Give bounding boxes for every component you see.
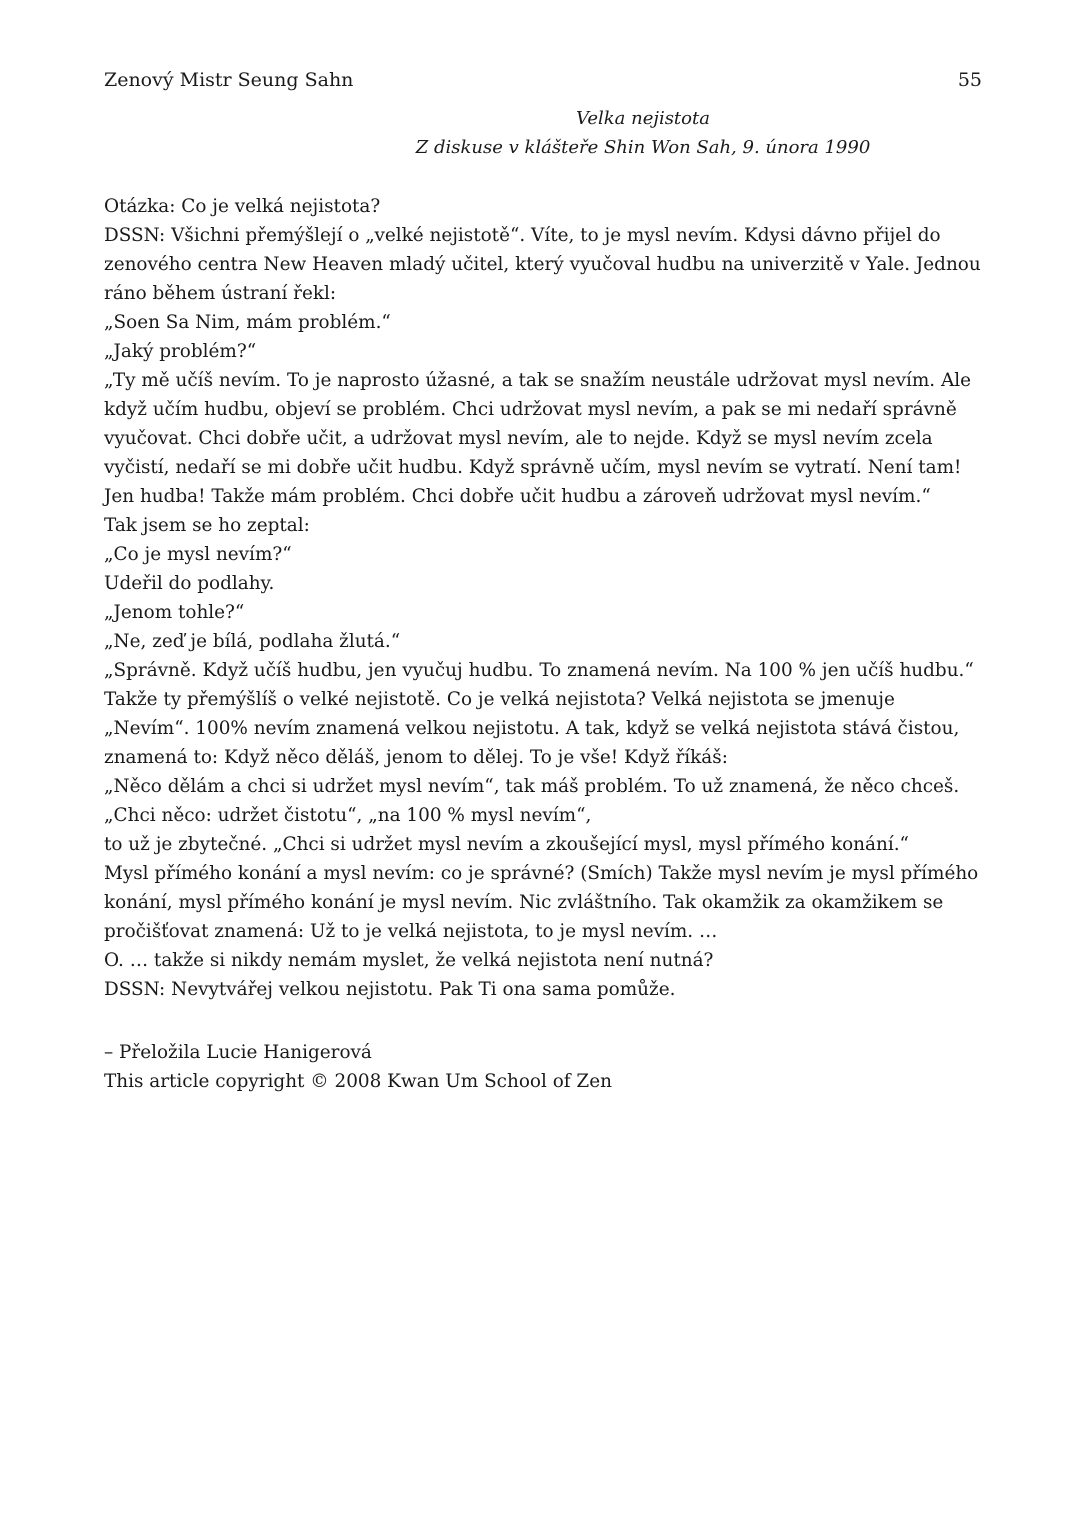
paragraph: Mysl přímého konání a mysl nevím: co je správné? (Smích) Takže mysl nevím je mysl přímého konání, mysl přímého konání je mysl nevím. Nic zvláštního. Tak okamžik za okamžikem se pročišťovat znamená: Už to je velká nejistota, to je mysl nevím. … xyxy=(104,863,979,942)
paragraph: „Ne, zeď je bílá, podlaha žlutá.“ xyxy=(104,631,401,652)
article-body xyxy=(104,192,984,1004)
paragraph: „Jaký problém?“ xyxy=(104,341,257,362)
paragraph: „Chci něco: udržet čistotu“, „na 100 % mysl nevím“, xyxy=(104,805,592,826)
title-block xyxy=(0,104,1086,162)
credits xyxy=(104,1038,984,1096)
paragraph: DSSN: Všichni přemýšlejí o „velké nejistotě“. Víte, to je mysl nevím. Kdysi dávno přijel do zenového centra New Heaven mladý učitel, který vyučoval hudbu na univerzitě v Yale. Jednou ráno během ústraní řekl: xyxy=(104,225,981,304)
page-number: 55 xyxy=(957,69,982,91)
paragraph: O. … takže si nikdy nemám myslet, že velká nejistota není nutná? xyxy=(104,950,714,971)
paragraph: Takže ty přemýšlíš o velké nejistotě. Co je velká nejistota? Velká nejistota se jmenuje „Nevím“. 100% nevím znamená velkou nejistotu. A tak, když se velká nejistota stává čistou, znamená to: Když něco děláš, jenom to dělej. To je vše! Když říkáš: xyxy=(104,689,960,768)
paragraph: Udeřil do podlahy. xyxy=(104,573,275,594)
paragraph: „Soen Sa Nim, mám problém.“ xyxy=(104,312,391,333)
article-subtitle: Z diskuse v klášteře Shin Won Sah, 9. února 1990 xyxy=(415,137,871,158)
paragraph: „Ty mě učíš nevím. To je naprosto úžasné, a tak se snažím neustále udržovat mysl nevím. Ale když učím hudbu, objeví se problém. Chci udržovat mysl nevím, a pak se mi nedaří správně vyučovat. Chci dobře učit, a udržovat mysl nevím, ale to nejde. Když se mysl nevím zcela vyčistí, nedaří se mi dobře učit hudbu. Když správně učím, mysl nevím se vytratí. Není tam! Jen hudba! Takže mám problém. Chci dobře učit hudbu a zároveň udržovat mysl nevím.“ xyxy=(104,370,972,507)
paragraph: Otázka: Co je velká nejistota? xyxy=(104,196,381,217)
article-title: Velka nejistota xyxy=(576,108,710,129)
translator-credit: – Přeložila Lucie Hanigerová xyxy=(104,1042,372,1063)
paragraph: „Jenom tohle?“ xyxy=(104,602,245,623)
copyright-notice: This article copyright © 2008 Kwan Um School of Zen xyxy=(104,1071,612,1092)
paragraph: DSSN: Nevytvářej velkou nejistotu. Pak Ti ona sama pomůže. xyxy=(104,979,676,1000)
paragraph: Tak jsem se ho zeptal: xyxy=(104,515,310,536)
paragraph: „Co je mysl nevím?“ xyxy=(104,544,292,565)
running-head: Zenový Mistr Seung Sahn xyxy=(104,69,354,91)
paragraph: „Správně. Když učíš hudbu, jen vyučuj hudbu. To znamená nevím. Na 100 % jen učíš hudbu.“ xyxy=(104,660,974,681)
paragraph: „Něco dělám a chci si udržet mysl nevím“, tak máš problém. To už znamená, že něco chceš. xyxy=(104,776,960,797)
paragraph: to už je zbytečné. „Chci si udržet mysl nevím a zkoušející mysl, mysl přímého konání.“ xyxy=(104,834,909,855)
